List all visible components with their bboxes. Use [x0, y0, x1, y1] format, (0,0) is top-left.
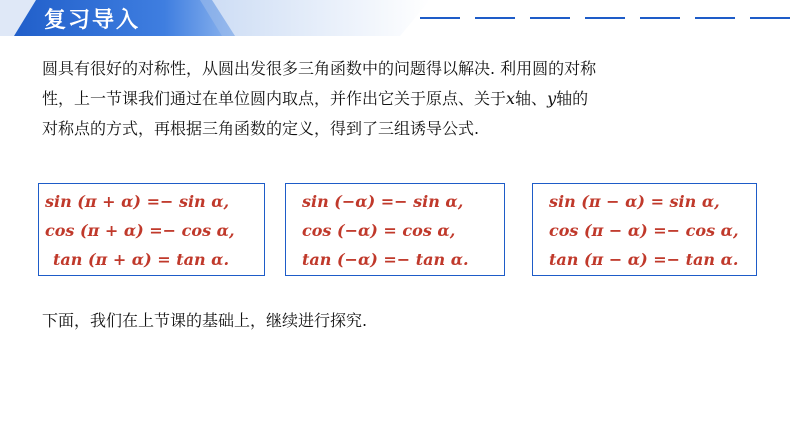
- section-title: 复习导入: [44, 8, 141, 33]
- formula-sin: sin (π + α) =− sin α,: [45, 192, 230, 211]
- formula-sin: sin (−α) =− sin α,: [302, 192, 464, 211]
- intro-paragraph: [42, 54, 762, 144]
- formula-tan: tan (π − α) =− tan α.: [549, 250, 739, 269]
- dash: [475, 17, 515, 19]
- dash: [585, 17, 625, 19]
- formula-box-pi-plus-alpha: [38, 183, 265, 276]
- formula-cos: cos (π + α) =− cos α,: [45, 221, 235, 240]
- formula-cos: cos (−α) = cos α,: [302, 221, 456, 240]
- intro-line: [42, 84, 762, 114]
- outro-text: 下面，我们在上节课的基础上，继续进行探究.: [42, 311, 368, 330]
- formula-box-neg-alpha: [285, 183, 505, 276]
- intro-text: 轴的: [556, 89, 589, 108]
- dash: [530, 17, 570, 19]
- formula-box-pi-minus-alpha: [532, 183, 757, 276]
- header-fade: [200, 0, 430, 36]
- formula-cos: cos (π − α) =− cos α,: [549, 221, 739, 240]
- dash: [640, 17, 680, 19]
- intro-line: 对称点的方式，再根据三角函数的定义，得到了三组诱导公式.: [42, 119, 480, 138]
- y-axis-symbol: y: [547, 89, 557, 108]
- dash: [750, 17, 790, 19]
- dash: [420, 17, 460, 19]
- intro-text: 轴、: [515, 89, 548, 108]
- intro-text: 性，上一节课我们通过在单位圆内取点，并作出它关于原点、关于: [42, 89, 507, 108]
- formula-tan: tan (π + α) = tan α.: [53, 250, 230, 269]
- section-header: [0, 0, 794, 36]
- dash: [695, 17, 735, 19]
- formula-tan: tan (−α) =− tan α.: [302, 250, 469, 269]
- intro-line: 圆具有很好的对称性，从圆出发很多三角函数中的问题得以解决. 利用圆的对称: [42, 59, 597, 78]
- header-dashes: [420, 17, 790, 20]
- formula-sin: sin (π − α) = sin α,: [549, 192, 720, 211]
- x-axis-symbol: x: [506, 89, 516, 108]
